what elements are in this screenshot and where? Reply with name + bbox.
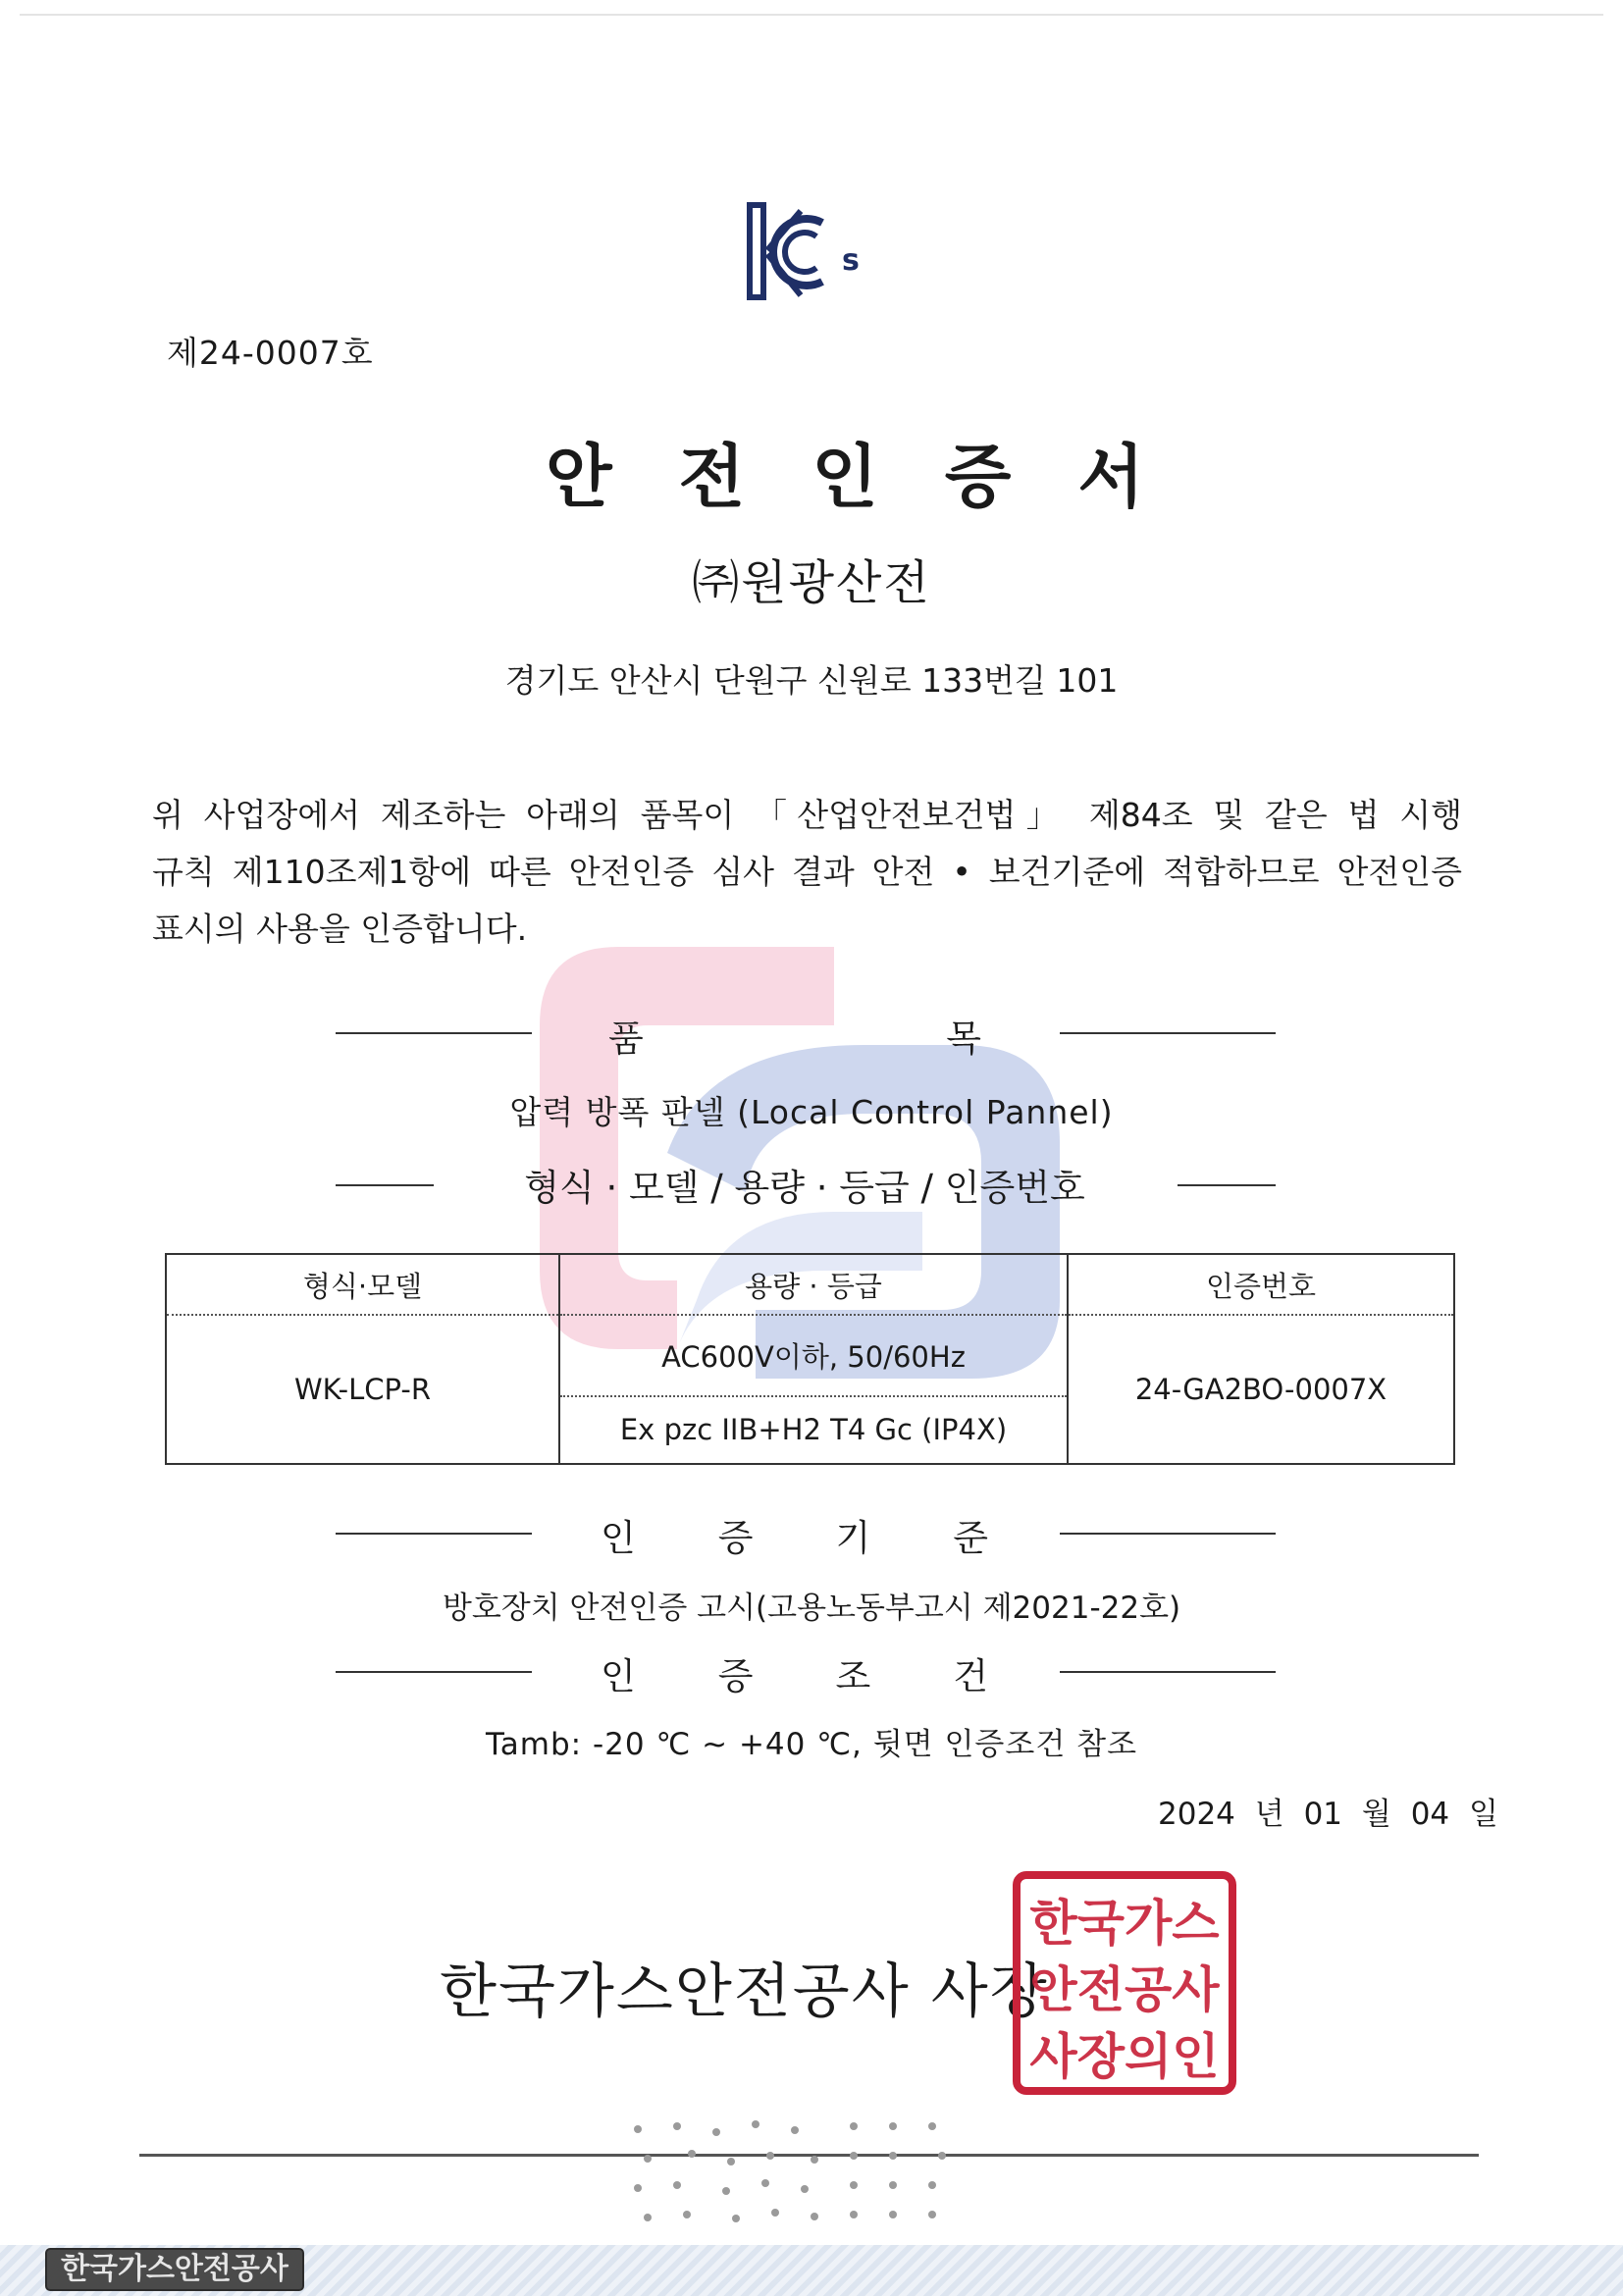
heading-char: 조 <box>835 1655 871 1697</box>
header-model: 형식·모델 <box>166 1254 559 1315</box>
spec-heading-rule-right <box>1178 1184 1276 1186</box>
security-dot-pattern <box>618 2114 1030 2232</box>
date-year: 2024 <box>1158 1797 1235 1832</box>
seal-line: 한국가스 <box>1029 1894 1220 1952</box>
heading-char: 건 <box>953 1655 988 1697</box>
header-cert-number: 인증번호 <box>1068 1254 1454 1315</box>
item-heading <box>608 1009 981 1062</box>
footer-label: 한국가스안전공사 <box>47 2250 302 2289</box>
date-month: 01 <box>1303 1797 1343 1832</box>
item-name: 압력 방폭 판넬 (Local Control Pannel) <box>509 1093 1114 1131</box>
company-address: 경기도 안산시 단원구 신원로 133번길 101 <box>504 661 1119 700</box>
issue-date <box>1158 1789 1498 1833</box>
heading-char: 기 <box>835 1517 871 1559</box>
svg-text:s: s <box>842 243 860 278</box>
item-heading-rule-left <box>336 1032 532 1034</box>
conditions-heading <box>601 1646 988 1699</box>
issuer-name: 한국가스안전공사 사장 <box>440 1957 1049 2026</box>
heading-char: 목 <box>946 1018 981 1060</box>
kcs-logo <box>746 201 879 305</box>
heading-char: 준 <box>953 1517 988 1559</box>
heading-char: 증 <box>717 1517 754 1559</box>
header-rating: 용량 · 등급 <box>559 1254 1068 1315</box>
item-heading-rule-right <box>1060 1032 1276 1034</box>
document-title: 안전인증서 <box>545 437 1212 517</box>
spec-heading-rule-left <box>336 1184 434 1186</box>
table-row <box>166 1315 1454 1396</box>
heading-char: 증 <box>717 1655 754 1697</box>
conditions-text: Tamb: -20 ℃ ~ +40 ℃, 뒷면 인증조건 참조 <box>485 1727 1138 1762</box>
conditions-rule-right <box>1060 1671 1276 1673</box>
date-month-unit: 월 <box>1361 1797 1391 1832</box>
heading-char: 인 <box>601 1655 636 1697</box>
statement-line: 위 사업장에서 제조하는 아래의 품목이 「산업안전보건법」 제84조 및 같은 법 시행 <box>152 796 1462 834</box>
top-rule <box>20 14 1603 16</box>
date-year-unit: 년 <box>1254 1797 1284 1832</box>
date-day: 04 <box>1410 1797 1450 1832</box>
criteria-rule-right <box>1060 1533 1276 1535</box>
model-cell: WK-LCP-R <box>294 1373 431 1406</box>
table-header-row <box>166 1254 1454 1315</box>
spec-heading: 형식 · 모델 / 용량 · 등급 / 인증번호 <box>524 1167 1085 1209</box>
conditions-rule-left <box>336 1671 532 1673</box>
criteria-rule-left <box>336 1533 532 1535</box>
statement-line: 표시의 사용을 인증합니다. <box>152 910 528 948</box>
rating-cell: Ex pzc IIB+H2 T4 Gc (IP4X) <box>559 1396 1068 1464</box>
rating-cell: AC600V이하, 50/60Hz <box>559 1315 1068 1396</box>
statement-line: 규칙 제110조제1항에 따른 안전인증 심사 결과 안전 • 보건기준에 적합하므로 안전인증 <box>152 853 1462 891</box>
seal-line: 안전공사 <box>1029 1960 1220 2018</box>
heading-char: 품 <box>608 1018 644 1060</box>
company-name: ㈜원광산전 <box>692 555 931 610</box>
seal-line: 사장의인 <box>1029 2027 1220 2085</box>
official-seal <box>1011 1869 1238 2097</box>
criteria-heading <box>601 1508 988 1561</box>
certificate-number: 제24-0007호 <box>167 334 374 372</box>
date-day-unit: 일 <box>1469 1797 1498 1832</box>
spec-table <box>165 1253 1455 1465</box>
heading-char: 인 <box>601 1517 636 1559</box>
criteria-text: 방호장치 안전인증 고시(고용노동부고시 제2021-22호) <box>442 1591 1181 1626</box>
cert-number-cell: 24-GA2BO-0007X <box>1068 1315 1454 1464</box>
